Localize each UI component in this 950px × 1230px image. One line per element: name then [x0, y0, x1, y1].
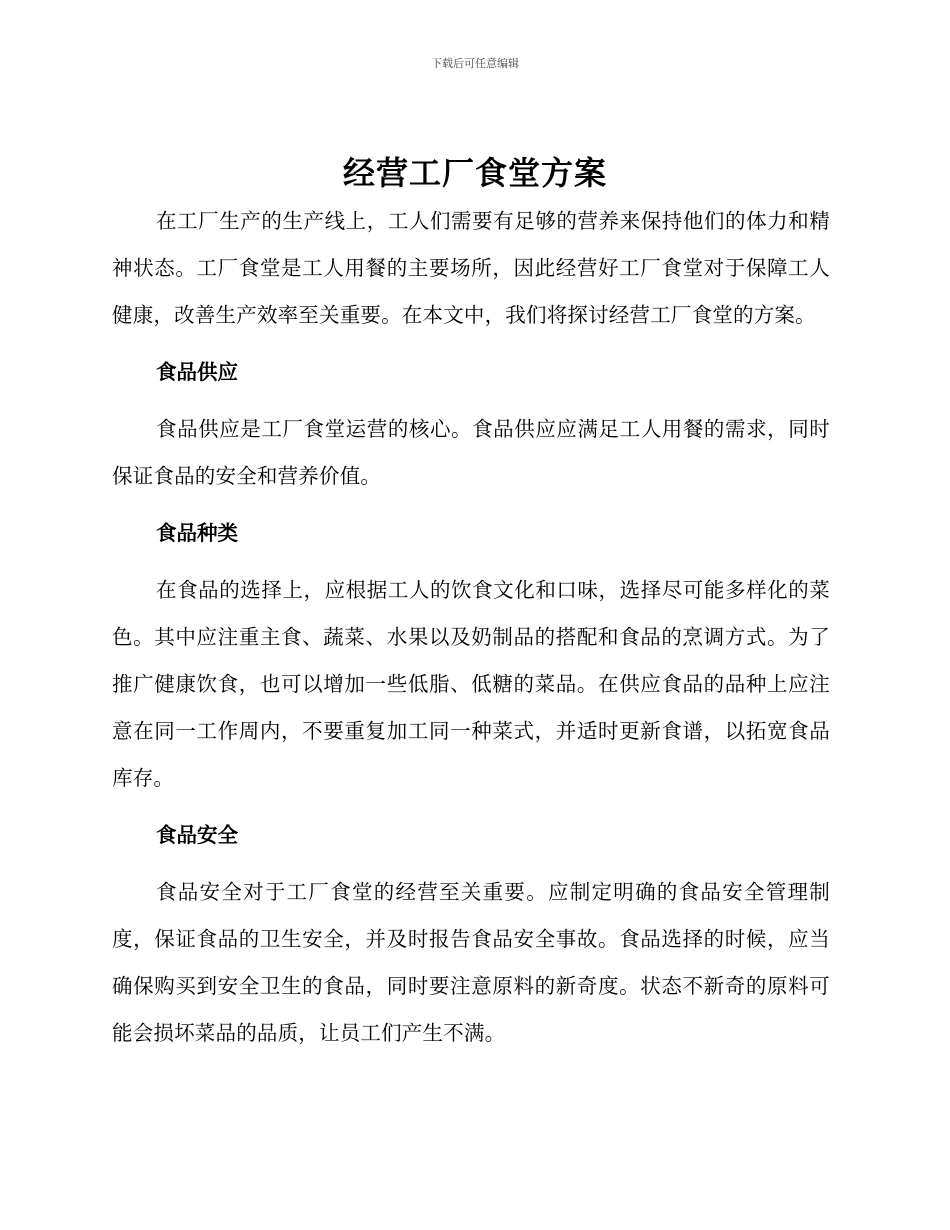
section-paragraph-food-types: 在食品的选择上，应根据工人的饮食文化和口味，选择尽可能多样化的菜色。其中应注重主食、蔬菜、水果以及奶制品的搭配和食品的烹调方式。为了推广健康饮食，也可以增加一些低脂、低糖的菜品。在供应食品的品种上应注意在同一工作周内，不要重复加工同一种菜式，并适时更新食谱，以拓宽食品库存。 [112, 578, 830, 790]
section-paragraph-food-supply: 食品供应是工厂食堂运营的核心。食品供应应满足工人用餐的需求，同时保证食品的安全和营养价值。 [112, 417, 830, 488]
section-paragraph-food-safety: 食品安全对于工厂食堂的经营至关重要。应制定明确的食品安全管理制度，保证食品的卫生安全，并及时报告食品安全事故。食品选择的时候，应当确保购买到安全卫生的食品，同时要注意原料的新奇度。状态不新奇的原料可能会损坏菜品的品质，让员工们产生不满。 [112, 880, 830, 1045]
document-title: 经营工厂食堂方案 [342, 154, 607, 192]
section-heading-food-types: 食品种类 [156, 521, 238, 545]
document-body [112, 198, 830, 1057]
section-heading-food-supply: 食品供应 [156, 360, 238, 384]
section-heading-food-safety: 食品安全 [156, 823, 238, 847]
intro-paragraph: 在工厂生产的生产线上，工人们需要有足够的营养来保持他们的体力和精神状态。工厂食堂是工人用餐的主要场所，因此经营好工厂食堂对于保障工人健康，改善生产效率至关重要。在本文中，我们将探讨经营工厂食堂的方案。 [112, 209, 830, 327]
header-note: 下载后可任意编辑 [431, 57, 519, 70]
